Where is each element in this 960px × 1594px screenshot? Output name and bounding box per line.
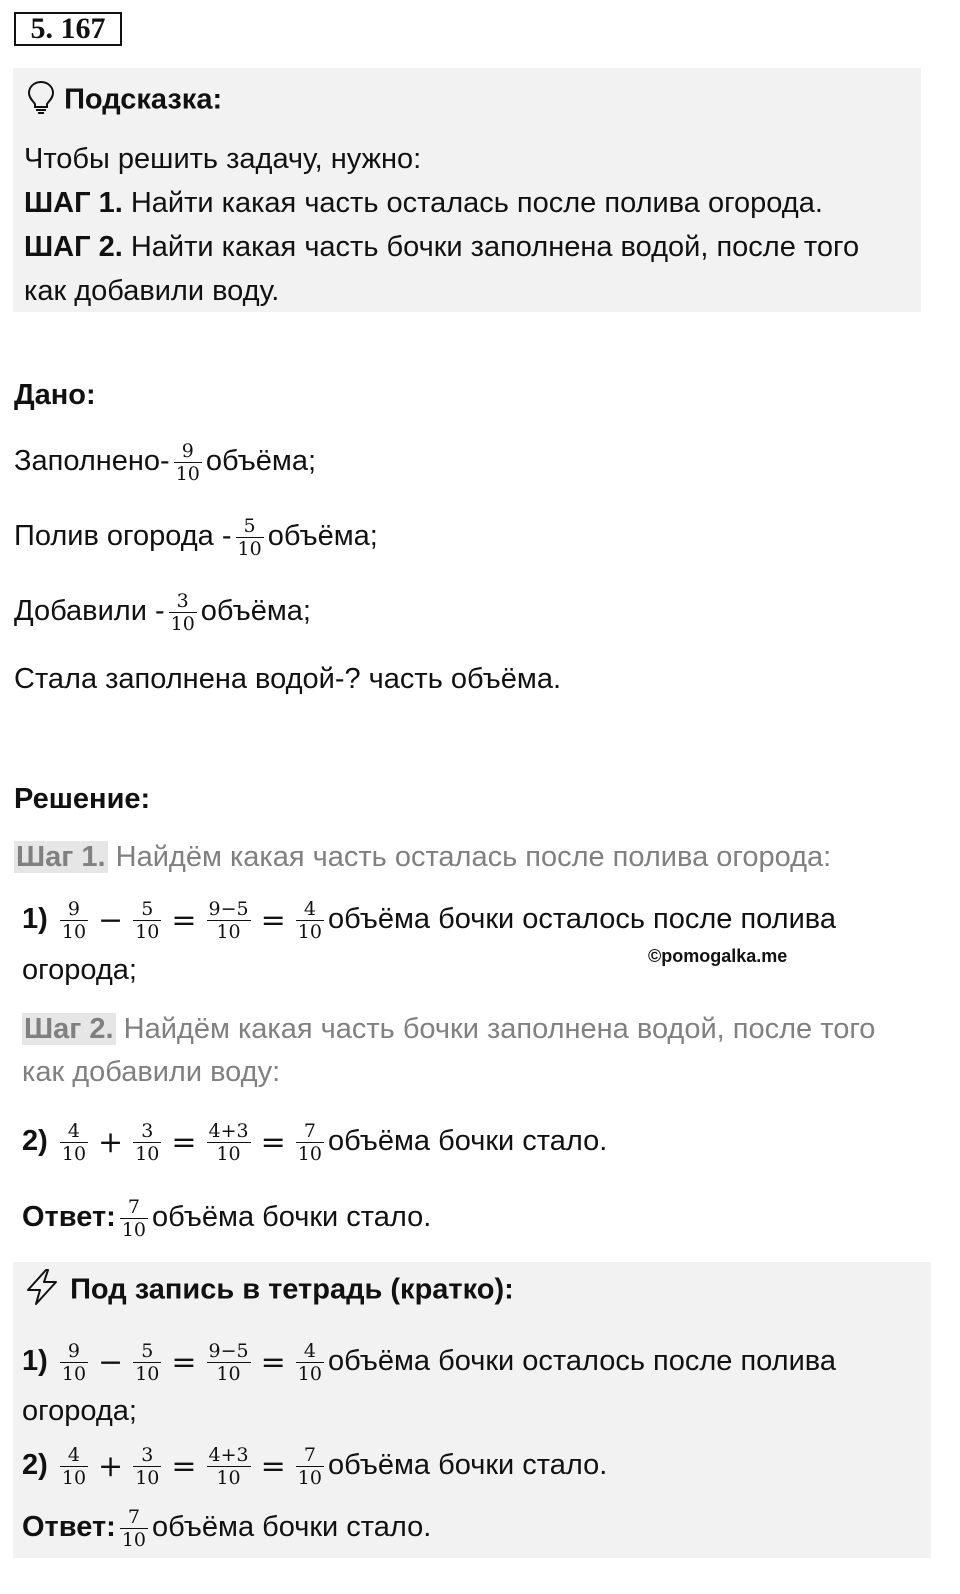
equation-text: объёма бочки стало.	[327, 1125, 608, 1158]
denominator: 10	[297, 1143, 322, 1165]
numerator: 7	[303, 1120, 316, 1142]
numerator: 9	[181, 440, 194, 462]
denominator: 10	[121, 1529, 146, 1551]
answer-text: объёма бочки стало.	[152, 1201, 432, 1234]
denominator: 10	[135, 1143, 160, 1165]
numerator: 4	[67, 1120, 80, 1142]
solution-equation-2	[22, 1120, 607, 1165]
solution-step2-text: Найдём какая часть бочки заполнена водой, после того	[115, 1013, 876, 1045]
lightning-icon	[22, 1268, 62, 1314]
solution-step1-text: Найдём какая часть осталась после полива огорода:	[107, 841, 832, 873]
denominator: 10	[207, 1466, 251, 1489]
given-line-1	[14, 440, 316, 485]
equation-number: 1)	[22, 1345, 48, 1378]
hint-step2-cont: как добавили воду.	[24, 275, 280, 307]
given-line-2	[14, 515, 378, 560]
numerator: 4+3	[208, 1444, 249, 1466]
equals-sign: =	[260, 1344, 286, 1380]
equation-number: 1)	[22, 903, 48, 936]
fraction	[296, 898, 324, 943]
fraction	[60, 898, 88, 943]
equals-sign: =	[171, 1448, 197, 1484]
numerator: 9	[67, 1340, 80, 1362]
solution-equation-1	[22, 898, 836, 943]
denominator: 10	[170, 613, 195, 635]
given-1-unit: объёма;	[205, 445, 317, 478]
solution-answer	[22, 1196, 431, 1241]
numerator: 4	[67, 1444, 80, 1466]
lightbulb-icon	[26, 80, 56, 122]
plus-sign: +	[98, 1124, 124, 1160]
fraction	[133, 1340, 161, 1385]
notebook-equation-1	[22, 1340, 836, 1385]
numerator: 7	[127, 1506, 140, 1528]
hint-header	[26, 80, 222, 122]
denominator: 10	[121, 1219, 146, 1241]
equals-sign: =	[171, 1344, 197, 1380]
solution-step2	[22, 1012, 875, 1046]
fraction	[296, 1444, 324, 1489]
hint-step2-text: Найти какая часть бочки заполнена водой, после того	[122, 231, 860, 263]
solution-step1-label: Шаг 1.	[16, 841, 106, 873]
numerator: 7	[303, 1444, 316, 1466]
denominator: 10	[175, 463, 200, 485]
denominator: 10	[207, 1362, 251, 1385]
denominator: 10	[297, 1363, 322, 1385]
numerator: 5	[141, 1340, 154, 1362]
solution-step1	[14, 840, 831, 874]
solution-step2-cont: как добавили воду:	[22, 1056, 281, 1088]
numerator: 5	[243, 515, 256, 537]
equals-sign: =	[171, 1124, 197, 1160]
notebook-title: Под запись в тетрадь (кратко):	[70, 1273, 514, 1306]
fraction	[207, 1340, 251, 1385]
plus-sign: +	[98, 1448, 124, 1484]
numerator: 4	[303, 898, 316, 920]
notebook-header	[22, 1268, 514, 1314]
hint-step1	[24, 186, 823, 220]
given-2-label: Полив огорода -	[14, 520, 232, 553]
numerator: 3	[141, 1120, 154, 1142]
denominator: 10	[61, 1363, 87, 1385]
equals-sign: =	[260, 1124, 286, 1160]
minus-sign: −	[98, 1344, 124, 1380]
equation-number: 2)	[22, 1125, 48, 1158]
hint-step2	[24, 230, 859, 264]
given-line-4: Стала заполнена водой-? часть объёма.	[14, 663, 562, 695]
notebook-equation-2	[22, 1444, 607, 1489]
fraction	[120, 1506, 148, 1551]
numerator: 5	[141, 898, 154, 920]
answer-text: объёма бочки стало.	[152, 1511, 432, 1544]
denominator: 10	[237, 538, 262, 560]
equals-sign: =	[260, 902, 286, 938]
equals-sign: =	[260, 1448, 286, 1484]
equals-sign: =	[171, 902, 197, 938]
given-line-3	[14, 590, 311, 635]
given-2-unit: объёма;	[267, 520, 378, 553]
solution-title: Решение:	[14, 783, 151, 815]
fraction	[169, 590, 197, 635]
fraction	[133, 898, 161, 943]
hint-step2-label: ШАГ 2.	[24, 231, 123, 263]
given-3-unit: объёма;	[200, 595, 311, 628]
numerator: 7	[127, 1196, 140, 1218]
fraction	[207, 898, 251, 943]
fraction	[133, 1444, 161, 1489]
denominator: 10	[297, 921, 322, 943]
notebook-answer	[22, 1506, 431, 1551]
fraction	[60, 1120, 88, 1165]
numerator: 4	[303, 1340, 316, 1362]
fraction	[296, 1120, 324, 1165]
hint-intro: Чтобы решить задачу, нужно:	[24, 143, 422, 175]
denominator: 10	[61, 921, 87, 943]
numerator: 9−5	[208, 898, 249, 920]
solution-equation-1-cont: огорода;	[22, 954, 137, 986]
denominator: 10	[61, 1467, 87, 1489]
denominator: 10	[135, 921, 160, 943]
hint-step1-label: ШАГ 1.	[24, 187, 123, 219]
denominator: 10	[207, 1142, 251, 1165]
solution-step2-label: Шаг 2.	[24, 1013, 114, 1045]
denominator: 10	[61, 1143, 87, 1165]
answer-label: Ответ:	[22, 1511, 116, 1544]
fraction	[207, 1444, 251, 1489]
fraction	[133, 1120, 161, 1165]
problem-number: 5. 167	[14, 12, 122, 46]
notebook-equation-1-cont: огорода;	[22, 1395, 137, 1427]
fraction	[60, 1444, 88, 1489]
fraction	[236, 515, 264, 560]
hint-step1-text: Найти какая часть осталась после полива огорода.	[122, 187, 823, 219]
numerator: 3	[176, 590, 189, 612]
hint-title: Подсказка:	[64, 83, 223, 116]
equation-text: объёма бочки стало.	[327, 1449, 608, 1482]
given-title: Дано:	[14, 379, 96, 411]
denominator: 10	[135, 1467, 160, 1489]
watermark: ©pomogalka.me	[648, 946, 788, 966]
answer-label: Ответ:	[22, 1201, 116, 1234]
fraction	[296, 1340, 324, 1385]
numerator: 4+3	[208, 1120, 249, 1142]
minus-sign: −	[98, 902, 124, 938]
fraction	[120, 1196, 148, 1241]
numerator: 9−5	[208, 1340, 249, 1362]
denominator: 10	[297, 1467, 322, 1489]
numerator: 9	[67, 898, 80, 920]
denominator: 10	[207, 920, 251, 943]
given-1-label: Заполнено-	[14, 445, 170, 478]
fraction	[207, 1120, 251, 1165]
equation-number: 2)	[22, 1449, 48, 1482]
denominator: 10	[135, 1363, 160, 1385]
equation-text: объёма бочки осталось после полива	[327, 903, 836, 936]
given-3-label: Добавили -	[14, 595, 165, 628]
fraction	[60, 1340, 88, 1385]
equation-text: объёма бочки осталось после полива	[327, 1345, 836, 1378]
fraction	[174, 440, 202, 485]
numerator: 3	[141, 1444, 154, 1466]
